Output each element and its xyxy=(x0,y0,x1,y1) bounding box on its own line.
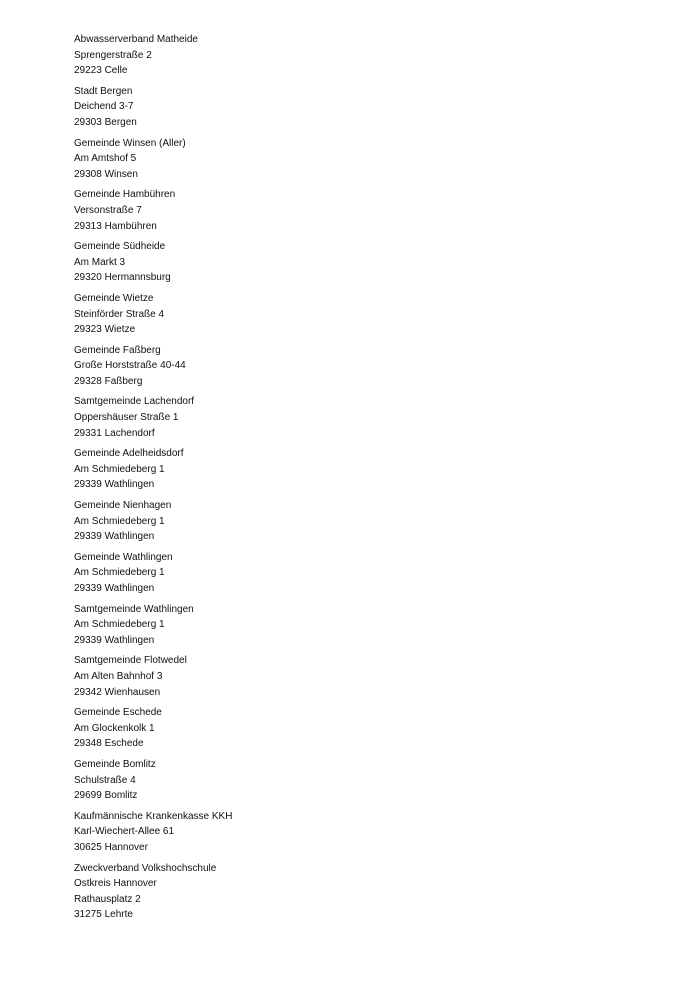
address-line: Sprengerstraße 2 xyxy=(74,49,152,61)
address-block xyxy=(74,32,674,79)
address-line: Abwasserverband Matheide xyxy=(74,34,198,45)
address-line: Zweckverband Volkshochschule xyxy=(74,862,217,874)
address-line: 29308 Winsen xyxy=(74,168,138,180)
address-line: 29342 Wienhausen xyxy=(74,686,161,698)
address-line: Versonstraße 7 xyxy=(74,204,142,216)
address-block xyxy=(74,239,674,286)
address-line: Ostkreis Hannover xyxy=(74,878,157,890)
address-line: 29323 Wietze xyxy=(74,324,136,336)
address-line: Am Markt 3 xyxy=(74,256,126,268)
address-line: Deichend 3-7 xyxy=(74,101,134,113)
address-line: Am Schmiedeberg 1 xyxy=(74,567,165,579)
address-block xyxy=(74,498,674,545)
address-line: 29339 Wathlingen xyxy=(74,479,155,491)
address-block xyxy=(74,343,674,390)
address-line: Am Schmiedeberg 1 xyxy=(74,463,165,475)
address-block xyxy=(74,187,674,234)
address-line: 31275 Lehrte xyxy=(74,909,133,921)
address-line: Gemeinde Faßberg xyxy=(74,344,161,356)
address-line: 29320 Hermannsburg xyxy=(74,272,171,284)
address-line: Rathausplatz 2 xyxy=(74,893,141,905)
address-block xyxy=(74,705,674,752)
address-line: Am Alten Bahnhof 3 xyxy=(74,670,163,682)
address-list xyxy=(74,32,674,928)
address-line: Gemeinde Wietze xyxy=(74,292,154,304)
address-line: Große Horststraße 40-44 xyxy=(74,360,186,372)
address-line: Samtgemeinde Lachendorf xyxy=(74,396,195,408)
address-line: 29699 Bomlitz xyxy=(74,790,138,802)
address-line: Samtgemeinde Wathlingen xyxy=(74,603,194,615)
address-line: 29339 Wathlingen xyxy=(74,634,155,646)
address-block xyxy=(74,602,674,649)
address-line: Samtgemeinde Flotwedel xyxy=(74,655,187,667)
address-block xyxy=(74,861,674,923)
address-line: 29331 Lachendorf xyxy=(74,427,155,439)
address-line: 29328 Faßberg xyxy=(74,375,143,387)
address-line: Gemeinde Hambühren xyxy=(74,189,176,201)
address-line: 29313 Hambühren xyxy=(74,220,157,232)
address-block xyxy=(74,394,674,441)
address-line: Am Schmiedeberg 1 xyxy=(74,515,165,527)
address-block xyxy=(74,653,674,700)
address-line: Karl-Wiechert-Allee 61 xyxy=(74,826,175,838)
address-line: Stadt Bergen xyxy=(74,85,133,97)
address-line: Am Schmiedeberg 1 xyxy=(74,619,165,631)
address-line: 29339 Wathlingen xyxy=(74,531,155,543)
address-block xyxy=(74,757,674,804)
address-block xyxy=(74,291,674,338)
address-line: Gemeinde Adelheidsdorf xyxy=(74,448,184,460)
address-block xyxy=(74,446,674,493)
address-block xyxy=(74,550,674,597)
address-line: 29303 Bergen xyxy=(74,116,137,128)
address-line: 30625 Hannover xyxy=(74,841,148,853)
address-line: Gemeinde Winsen (Aller) xyxy=(74,137,186,149)
address-line: Gemeinde Bomlitz xyxy=(74,758,156,770)
address-line: 29339 Wathlingen xyxy=(74,583,155,594)
address-line: 29348 Eschede xyxy=(74,738,144,750)
address-line: Oppershäuser Straße 1 xyxy=(74,412,179,424)
address-line: Schulstraße 4 xyxy=(74,774,136,786)
address-line: Kaufmännische Krankenkasse KKH xyxy=(74,810,233,822)
address-block xyxy=(74,84,674,131)
address-block xyxy=(74,136,674,183)
address-line: Steinförder Straße 4 xyxy=(74,308,165,320)
address-line: Am Amtshof 5 xyxy=(74,153,137,165)
address-line: Gemeinde Nienhagen xyxy=(74,500,172,512)
address-line: Am Glockenkolk 1 xyxy=(74,722,155,734)
address-block xyxy=(74,809,674,856)
address-line: Gemeinde Südheide xyxy=(74,241,166,253)
address-line: 29223 Celle xyxy=(74,65,128,77)
address-line: Gemeinde Wathlingen xyxy=(74,551,173,563)
address-line: Gemeinde Eschede xyxy=(74,707,162,719)
